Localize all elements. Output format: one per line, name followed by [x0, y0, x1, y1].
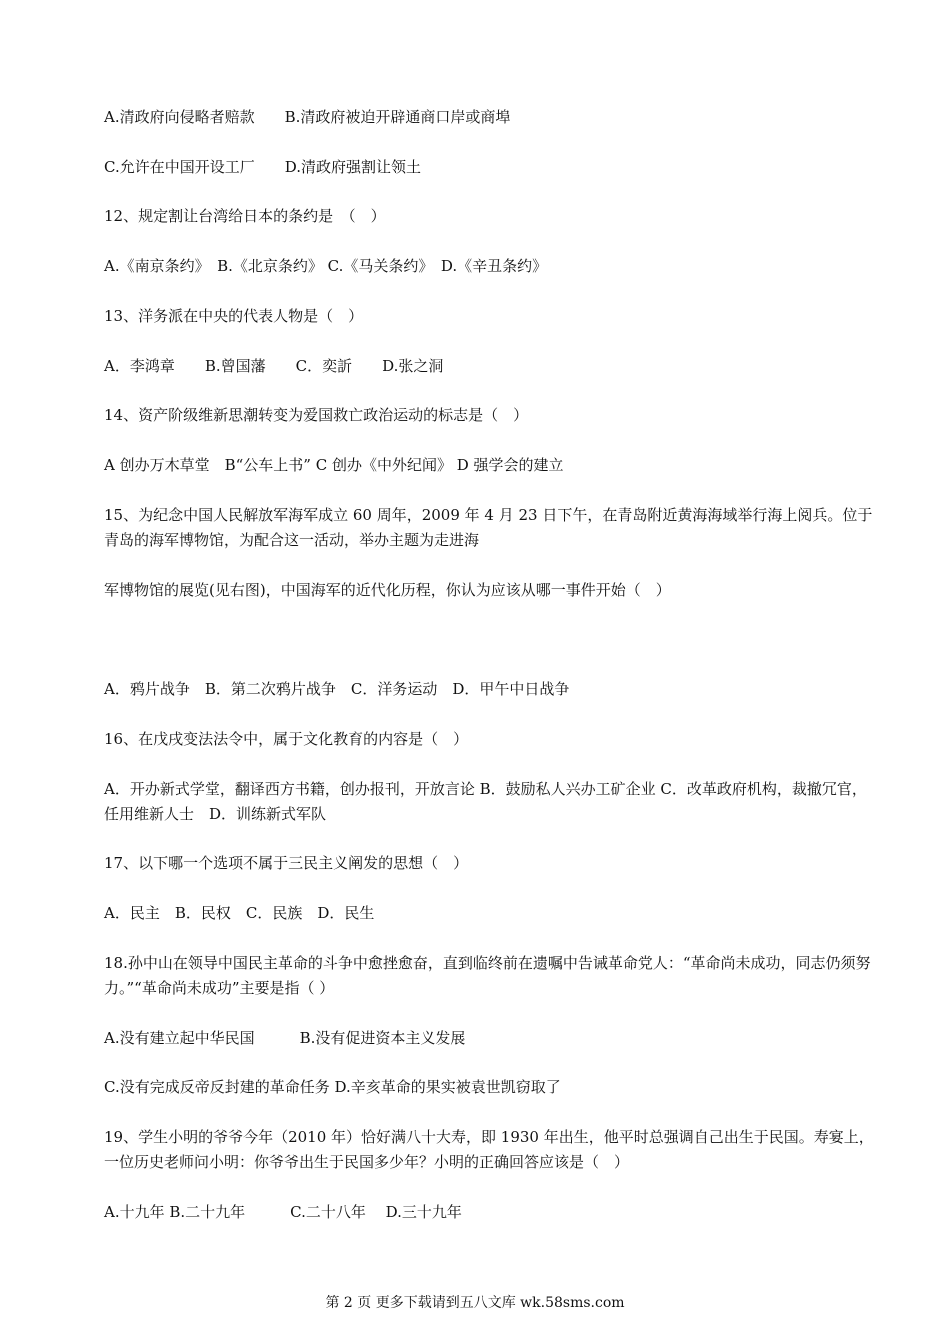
- question-18: 18.孙中山在领导中国民主革命的斗争中愈挫愈奋，直到临终前在遗嘱中告诫革命党人：“革命尚未成功，同志仍须努力。”“革命尚未成功”主要是指（ ）: [104, 954, 871, 997]
- question-18-options-cd: C.没有完成反帝反封建的革命任务 D.辛亥革命的果实被袁世凯窃取了: [104, 1078, 561, 1096]
- question-19-options: A.十九年 B.二十九年 C.二十八年 D.三十九年: [104, 1203, 462, 1221]
- question-15-stem-continued: 军博物馆的展览(见右图)，中国海军的近代化历程，你认为应该从哪一事件开始（ ）: [104, 581, 671, 599]
- question-17: 17、以下哪一个选项不属于三民主义阐发的思想（ ）: [104, 854, 469, 872]
- question-12-options: A.《南京条约》 B.《北京条约》 C.《马关条约》 D.《辛丑条约》: [104, 257, 548, 275]
- question-18-options-ab: A.没有建立起中华民国 B.没有促进资本主义发展: [104, 1029, 466, 1047]
- question-14-options: A 创办万木草堂 B“公车上书” C 创办《中外纪闻》 D 强学会的建立: [104, 456, 564, 474]
- question-15-stem: 15、为纪念中国人民解放军海军成立 60 周年，2009 年 4 月 23 日下午，在青岛附近黄海海域举行海上阅兵。位于青岛的海军博物馆，为配合这一活动，举办主题为走进海: [104, 506, 873, 549]
- q11-options-ab: A.清政府向侵略者赔款 B.清政府被迫开辟通商口岸或商埠: [104, 108, 511, 126]
- question-14: 14、资产阶级维新思潮转变为爱国救亡政治运动的标志是（ ）: [104, 406, 529, 424]
- question-13: 13、洋务派在中央的代表人物是（ ）: [104, 307, 364, 325]
- question-19: 19、学生小明的爷爷今年（2010 年）恰好满八十大寿，即 1930 年出生，他平时总强调自己出生于民国。寿宴上，一位历史老师问小明：你爷爷出生于民国多少年？小明的正确回答应该是（ ）: [104, 1128, 874, 1171]
- question-13-options: A．李鸿章 B.曾国藩 C．奕訢 D.张之洞: [104, 357, 444, 375]
- question-17-options: A．民主 B．民权 C．民族 D．民生: [104, 904, 375, 922]
- question-16: 16、在戊戌变法法令中，属于文化教育的内容是（ ）: [104, 730, 469, 748]
- question-16-options: A．开办新式学堂，翻译西方书籍，创办报刊，开放言论 B．鼓励私人兴办工矿企业 C．改革政府机构，裁撤冗官，任用维新人士 D．训练新式军队: [104, 780, 867, 823]
- question-12: 12、规定割让台湾给日本的条约是 （ ）: [104, 207, 386, 225]
- page-footer: 第 2 页 更多下载请到五八文库 wk.58sms.com: [325, 1295, 625, 1311]
- q11-options-cd: C.允许在中国开设工厂 D.清政府强割让领土: [104, 158, 421, 176]
- question-15-options: A．鸦片战争 B．第二次鸦片战争 C．洋务运动 D．甲午中日战争: [104, 680, 570, 698]
